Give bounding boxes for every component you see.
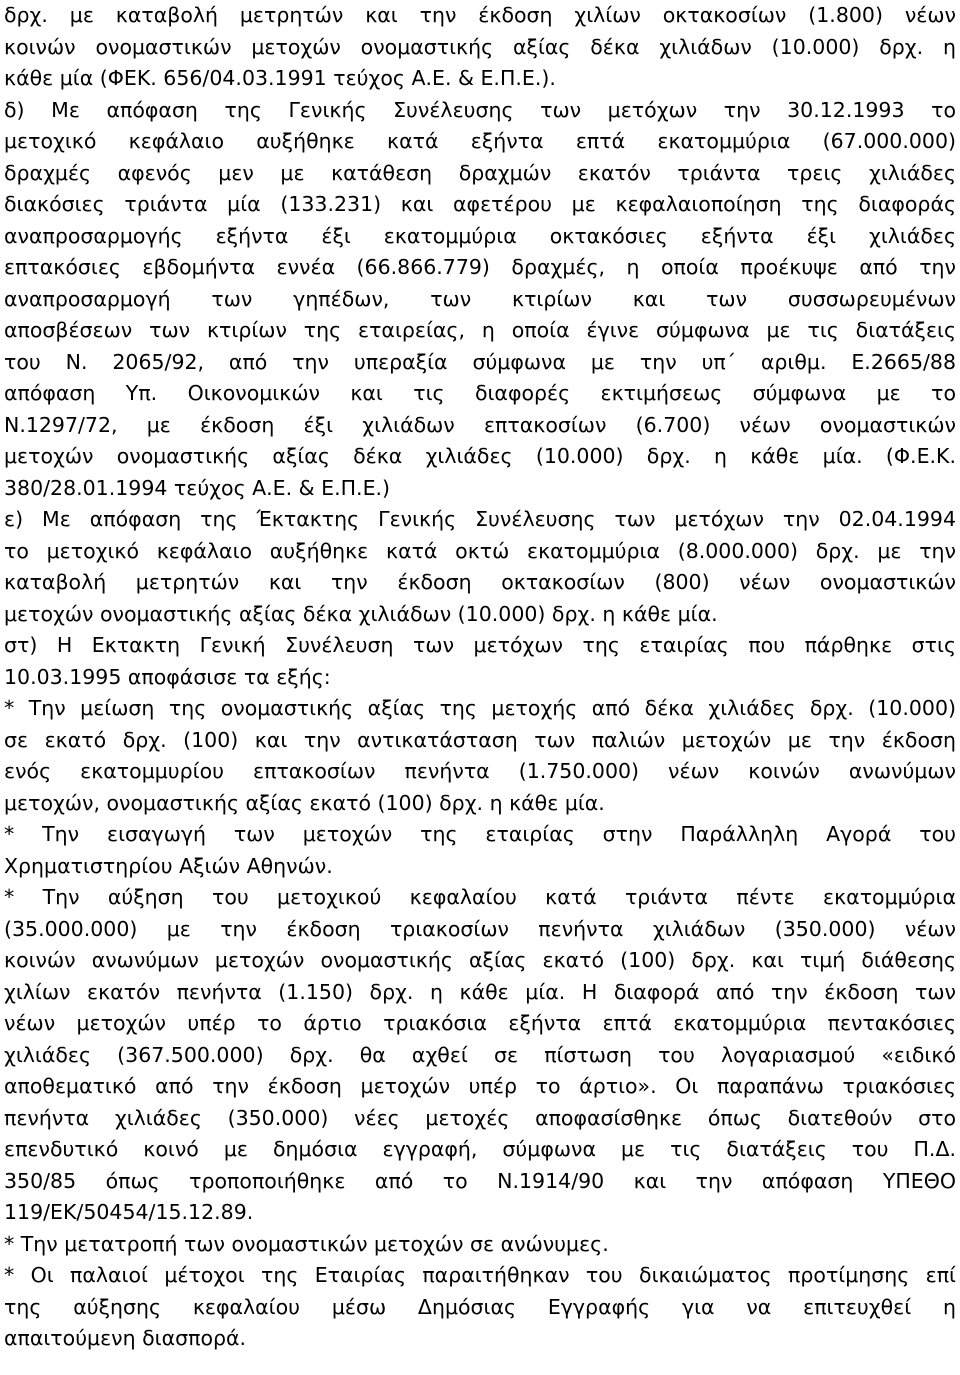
text-line: * Την μείωση της ονομαστικής αξίας της μετοχής από δέκα χιλιάδες δρχ. (10.000)	[4, 696, 956, 720]
text-line: κάθε μία (ΦΕΚ. 656/04.03.1991 τεύχος Α.Ε. & Ε.Π.Ε.).	[4, 66, 556, 90]
text-line: δρχ. με καταβολή μετρητών και την έκδοση χιλίων οκτακοσίων (1.800) νέων	[4, 3, 956, 27]
text-line: αποθεματικό από την έκδοση μετοχών υπέρ το άρτιο». Οι παραπάνω τριακόσιες	[4, 1074, 956, 1098]
text-line: διακόσιες τριάντα μία (133.231) και αφετέρου με κεφαλαιοποίηση της διαφοράς	[4, 192, 956, 216]
text-line: μετοχών ονομαστικής αξίας δέκα χιλιάδων (10.000) δρχ. η κάθε μία.	[4, 601, 718, 626]
text-line: το μετοχικό κεφάλαιο αυξήθηκε κατά οκτώ εκατομμύρια (8.000.000) δρχ. με την	[4, 538, 956, 563]
text-line: καταβολή μετρητών και την έκδοση οκτακοσίων (800) νέων ονομαστικών	[4, 570, 956, 594]
text-line: μετοχών ονομαστικής αξίας δέκα χιλιάδες (10.000) δρχ. η κάθε μία. (Φ.Ε.Κ.	[4, 444, 956, 468]
text-line: κοινών ανωνύμων μετοχών ονομαστικής αξίας εκατό (100) δρχ. και τιμή διάθεσης	[4, 948, 956, 972]
text-line: Ν.1297/72, με έκδοση έξι χιλιάδων επτακοσίων (6.700) νέων ονομαστικών	[4, 412, 956, 437]
text-line: * Οι παλαιοί μέτοχοι της Εταιρίας παραιτήθηκαν του δικαιώματος προτίμησης επί	[4, 1263, 956, 1287]
document-body	[4, 0, 956, 1355]
text-line: * Την εισαγωγή των μετοχών της εταιρίας στην Παράλληλη Αγορά του	[4, 822, 956, 846]
text-line: * Την μετατροπή των ονομαστικών μετοχών σε ανώνυμες.	[4, 1231, 609, 1256]
text-line: μετοχικό κεφάλαιο αυξήθηκε κατά εξήντα επτά εκατομμύρια (67.000.000)	[4, 129, 956, 153]
text-line: δραχμές αφενός μεν με κατάθεση δραχμών εκατόν τριάντα τρεις χιλιάδες	[4, 160, 956, 185]
text-line: (35.000.000) με την έκδοση τριακοσίων πενήντα χιλιάδων (350.000) νέων	[4, 916, 956, 941]
text-line: πενήντα χιλιάδες (350.000) νέες μετοχές αποφασίσθηκε όπως διατεθούν στο	[4, 1105, 956, 1130]
text-line: απόφαση Υπ. Οικονομικών και τις διαφορές εκτιμήσεως σύμφωνα με το	[4, 381, 956, 405]
text-line: επενδυτικό κοινό με δημόσια εγγραφή, σύμφωνα με τις διατάξεις του Π.Δ.	[4, 1137, 956, 1161]
text-line: στ) Η Εκτακτη Γενική Συνέλευση των μετόχων της εταιρίας που πάρθηκε στις	[4, 633, 956, 657]
text-line: δ) Με απόφαση της Γενικής Συνέλευσης των μετόχων την 30.12.1993 το	[4, 97, 956, 122]
text-line: 380/28.01.1994 τεύχος Α.Ε. & Ε.Π.Ε.)	[4, 475, 391, 500]
text-line: του Ν. 2065/92, από την υπεραξία σύμφωνα με την υπ΄ αριθμ. Ε.2665/88	[4, 349, 956, 374]
text-line: επτακόσιες εβδομήντα εννέα (66.866.779) δραχμές, η οποία προέκυψε από την	[4, 255, 956, 279]
text-line: χιλιάδες (367.500.000) δρχ. θα αχθεί σε πίστωση του λογαριασμού «ειδικό	[4, 1042, 956, 1067]
text-line: μετοχών, ονομαστικής αξίας εκατό (100) δρχ. η κάθε μία.	[4, 790, 605, 815]
text-line: χιλίων εκατόν πενήντα (1.150) δρχ. η κάθε μία. Η διαφορά από την έκδοση των	[4, 979, 956, 1004]
text-line: αναπροσαρμογής εξήντα έξι εκατομμύρια οκτακόσιες εξήντα έξι χιλιάδες	[4, 223, 956, 248]
text-line: ε) Με απόφαση της Έκτακτης Γενικής Συνέλευσης των μετόχων την 02.04.1994	[4, 507, 956, 531]
text-line: σε εκατό δρχ. (100) και την αντικατάσταση των παλιών μετοχών με την έκδοση	[4, 727, 956, 752]
text-line: ενός εκατομμυρίου επτακοσίων πενήντα (1.750.000) νέων κοινών ανωνύμων	[4, 759, 956, 783]
text-line: αποσβέσεων των κτιρίων της εταιρείας, η οποία έγινε σύμφωνα με τις διατάξεις	[4, 318, 956, 342]
text-line: απαιτούμενη διασπορά.	[4, 1326, 247, 1350]
text-line: της αύξησης κεφαλαίου μέσω Δημόσιας Εγγραφής για να επιτευχθεί η	[4, 1294, 956, 1319]
text-line: 350/85 όπως τροποποιήθηκε από το Ν.1914/90 και την απόφαση ΥΠΕΘΟ	[4, 1168, 956, 1193]
text-line: νέων μετοχών υπέρ το άρτιο τριακόσια εξήντα επτά εκατομμύρια πεντακόσιες	[4, 1011, 956, 1035]
text-line: κοινών ονομαστικών μετοχών ονομαστικής αξίας δέκα χιλιάδων (10.000) δρχ. η	[4, 34, 956, 59]
text-line: Χρηματιστηρίου Αξιών Αθηνών.	[4, 853, 333, 878]
text-line: 119/ΕΚ/50454/15.12.89.	[4, 1200, 254, 1224]
text-line: 10.03.1995 αποφάσισε τα εξής:	[4, 664, 331, 689]
text-line: αναπροσαρμογή των γηπέδων, των κτιρίων και των συσσωρευμένων	[4, 286, 956, 311]
text-line: * Την αύξηση του μετοχικού κεφαλαίου κατά τριάντα πέντε εκατομμύρια	[4, 885, 956, 909]
